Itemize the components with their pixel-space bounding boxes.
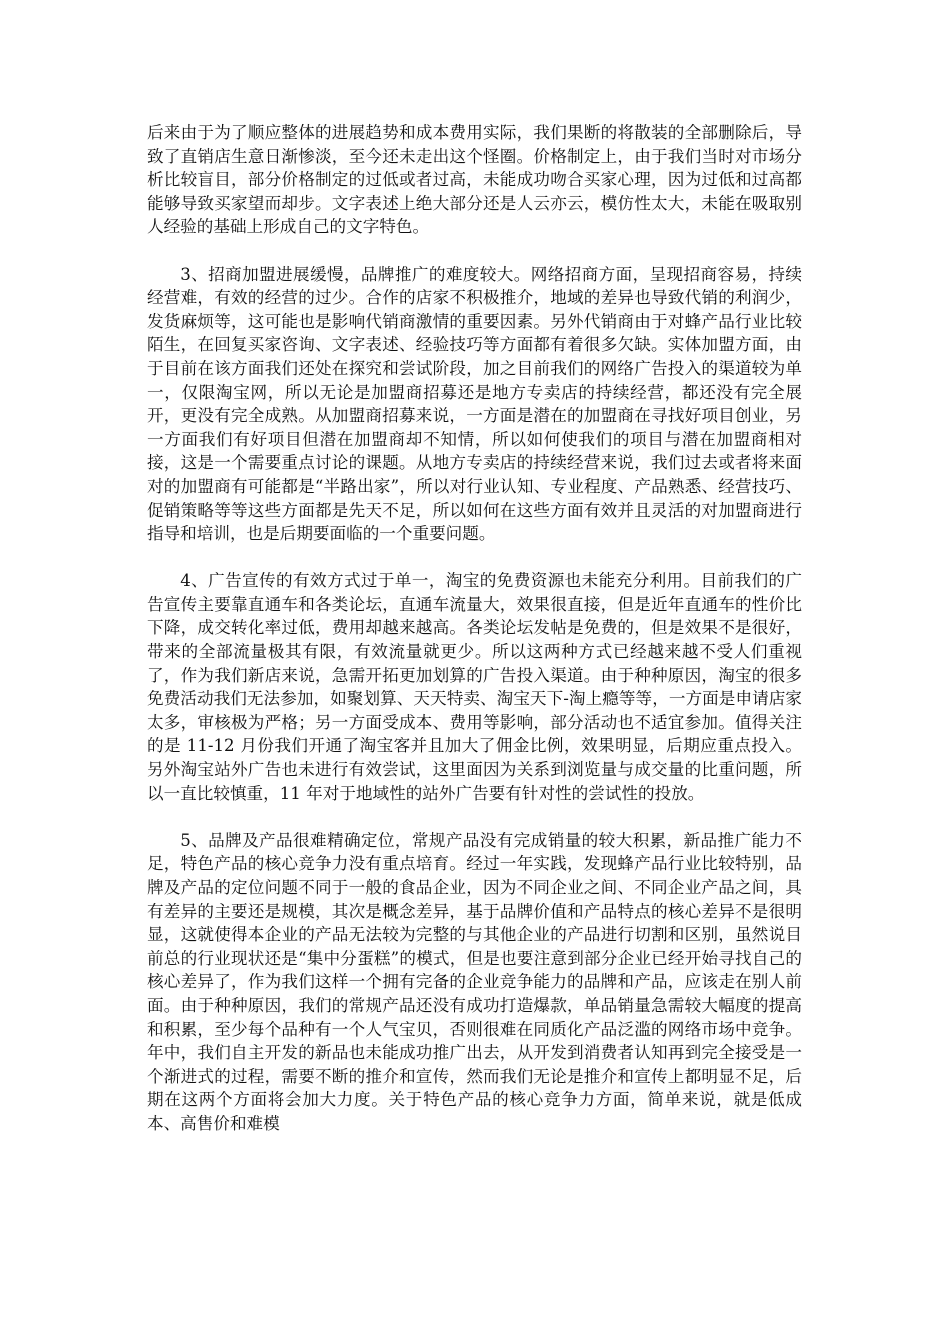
paragraph-item-5: 5、品牌及产品很难精确定位，常规产品没有完成销量的较大积累，新品推广能力不足，特色产品的核心竞争力没有重点培育。经过一年实践，发现蜂产品行业比较特别，品牌及产品的定位问题不同于一般的食品企业，因为不同企业之间、不同企业产品之间，具有差异的主要还是规模，其次是概念差异，基于品牌价值和产品特点的核心差异不是很明显，这就使得本企业的产品无法较为完整的与其他企业的产品进行切割和区别，虽然说目前总的行业现状还是“集中分蛋糕”的模式，但是也要注意到部分企业已经开始寻找自己的核心差异了，作为我们这样一个拥有完备的企业竞争能力的品牌和产品，应该走在别人前面。由于种种原因，我们的常规产品还没有成功打造爆款，单品销量急需较大幅度的提高和积累，至少每个品种有一个人气宝贝，否则很难在同质化产品泛滥的网络市场中竞争。年中，我们自主开发的新品也未能成功推广出去，从开发到消费者认知再到完全接受是一个渐进式的过程，需要不断的推介和宣传，然而我们无论是推介和宣传上都明显不足，后期在这两个方面将会加大力度。关于特色产品的核心竞争力方面，简单来说，就是低成本、高售价和难模: [147, 830, 802, 1133]
paragraph-item-4: 4、广告宣传的有效方式过于单一，淘宝的免费资源也未能充分利用。目前我们的广告宣传主要靠直通车和各类论坛，直通车流量大，效果很直接，但是近年直通车的性价比下降，成交转化率过低，费用却越来越高。各类论坛发帖是免费的，但是效果不是很好，带来的全部流量极其有限，有效流量就更少。所以这两种方式已经越来越不受人们重视了，作为我们新店来说，急需开拓更加划算的广告投入渠道。由于种种原因，淘宝的很多免费活动我们无法参加，如聚划算、天天特卖、淘宝天下-淘上瘾等等，一方面是申请店家太多，审核极为严格；另一方面受成本、费用等影响，部分活动也不适宜参加。值得关注的是 11-12 月份我们开通了淘宝客并且加大了佣金比例，效果明显，后期应重点投入。另外淘宝站外广告也未进行有效尝试，这里面因为关系到浏览量与成交量的比重问题，所以一直比较慎重，11 年对于地域性的站外广告要有针对性的尝试性的投放。: [147, 571, 802, 803]
paragraph-continuation: 后来由于为了顺应整体的进展趋势和成本费用实际，我们果断的将散装的全部删除后，导致了直销店生意日渐惨淡，至今还未走出这个怪圈。价格制定上，由于我们当时对市场分析比较盲目，部分价格制定的过低或者过高，未能成功吻合买家心理，因为过低和过高都能够导致买家望而却步。文字表述上绝大部分还是人云亦云，模仿性太大，未能在吸取别人经验的基础上形成自己的文字特色。: [147, 123, 802, 237]
paragraph-item-3: 3、招商加盟进展缓慢，品牌推广的难度较大。网络招商方面，呈现招商容易，持续经营难，有效的经营的过少。合作的店家不积极推介，地域的差异也导致代销的利润少，发货麻烦等，这可能也是影响代销商激情的重要因素。另外代销商由于对蜂产品行业比较陌生，在回复买家咨询、文字表述、经验技巧等方面都有着很多欠缺。实体加盟方面，由于目前在该方面我们还处在探究和尝试阶段，加之目前我们的网络广告投入的渠道较为单一，仅限淘宝网，所以无论是加盟商招募还是地方专卖店的持续经营，都还没有完全展开，更没有完全成熟。从加盟商招募来说，一方面是潜在的加盟商在寻找好项目创业，另一方面我们有好项目但潜在加盟商却不知情，所以如何使我们的项目与潜在加盟商相对接，这是一个需要重点讨论的课题。从地方专卖店的持续经营来说，我们过去或者将来面对的加盟商有可能都是“半路出家”，所以对行业认知、专业程度、产品熟悉、经营技巧、促销策略等等这些方面都是先天不足，所以如何在这些方面有效并且灵活的对加盟商进行指导和培训，也是后期要面临的一个重要问题。: [147, 264, 802, 544]
document-page: [147, 121, 802, 1159]
